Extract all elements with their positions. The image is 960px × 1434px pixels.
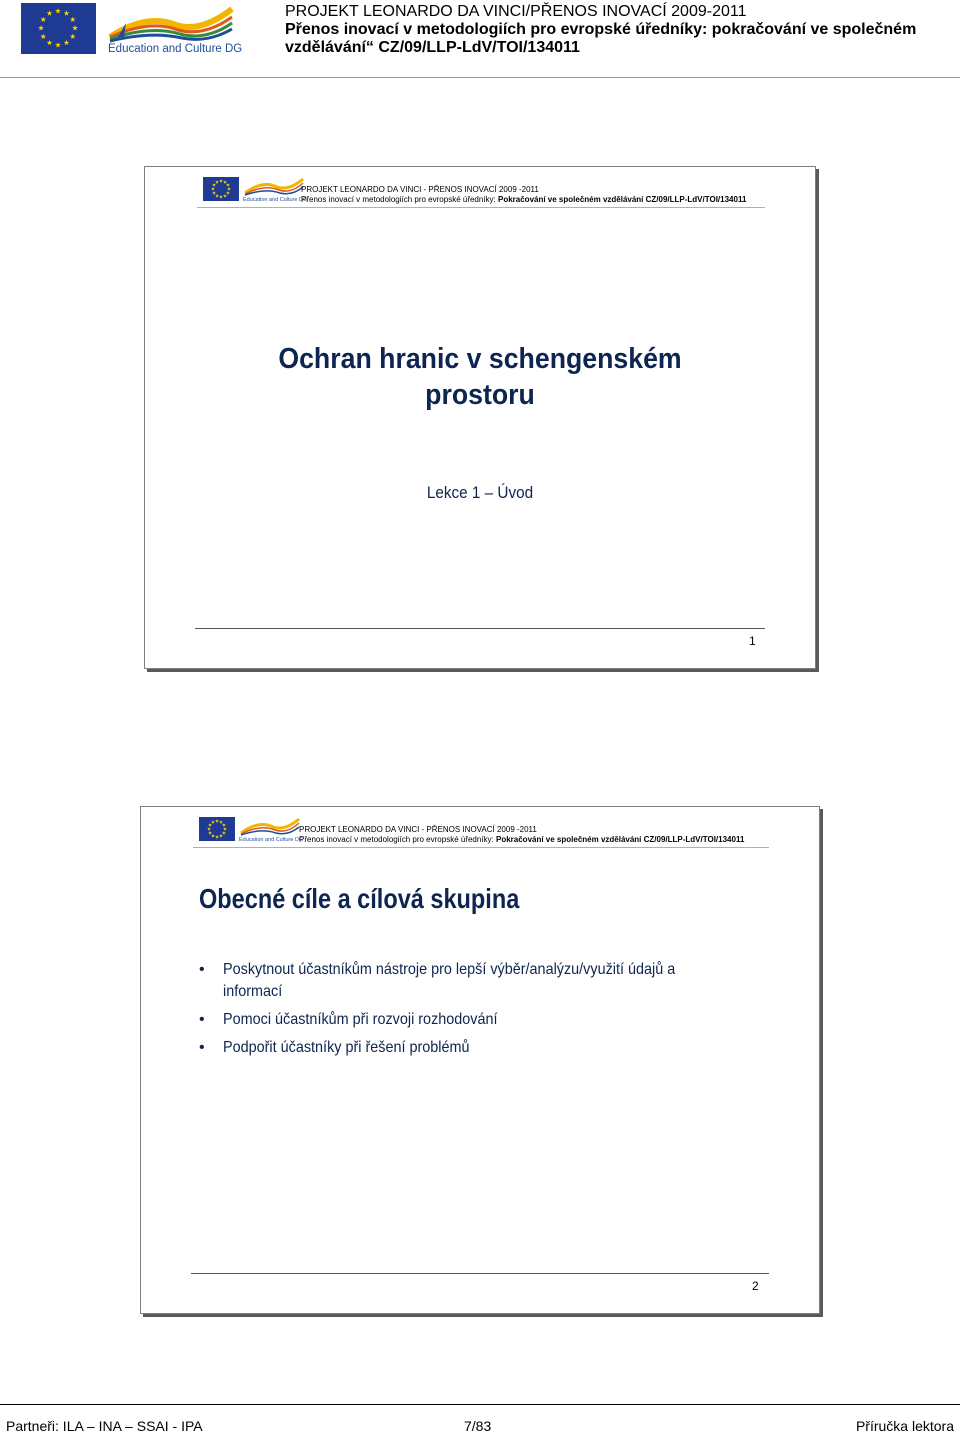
eu-star-icon [64, 40, 70, 46]
eu-star-icon [211, 187, 215, 191]
eu-star-icon [222, 831, 226, 835]
eu-star-icon [212, 191, 216, 195]
eu-star-icon [219, 179, 223, 183]
eu-flag-logo [21, 3, 96, 54]
header-subtitle-line2: vzdělávání“ CZ/09/LLP-LdV/TOI/134011 [285, 39, 580, 56]
slide-education-culture-logo [239, 815, 304, 845]
slide-footer-divider [195, 628, 765, 629]
eu-star-icon [70, 34, 76, 40]
education-culture-swoosh-icon [106, 3, 236, 43]
slide-title-line1: Ochran hranic v schengenském [278, 343, 682, 375]
slide-1 [144, 166, 816, 669]
slide-eu-flag-logo [203, 177, 239, 201]
slide-header-project: PROJEKT LEONARDO DA VINCI - PŘENOS INOVACÍ 2009 -2011 [301, 185, 539, 194]
eu-star-icon [226, 191, 230, 195]
eu-star-icon [227, 187, 231, 191]
eu-star-icon [211, 820, 215, 824]
footer-page-number: 7/83 [464, 1418, 492, 1434]
eu-star-icon [207, 827, 211, 831]
eu-star-icon [40, 17, 46, 23]
slide-education-culture-logo [243, 175, 308, 205]
slide-header-text [299, 825, 744, 845]
eu-star-icon [226, 183, 230, 187]
slide-header-divider [197, 207, 765, 208]
eu-star-icon [64, 10, 70, 16]
slide-header-subtitle: Přenos inovací v metodologiích pro evropské úředníky: Pokračování ve společném vzdělávání CZ/09/LLP-LdV/TOI/134011 [301, 195, 747, 204]
eu-star-icon [208, 823, 212, 827]
eu-star-icon [47, 40, 53, 46]
education-culture-logo [106, 3, 243, 55]
eu-star-icon [208, 831, 212, 835]
eu-star-icon [223, 180, 227, 184]
logo-caption: Education and Culture DG [108, 43, 243, 55]
eu-star-icon [215, 180, 219, 184]
eu-star-icon [219, 195, 223, 199]
eu-star-icon [47, 10, 53, 16]
eu-star-icon [55, 42, 61, 48]
header-project-title: PROJEKT LEONARDO DA VINCI/PŘENOS INOVACÍ 2009-2011 [285, 3, 747, 20]
eu-star-icon [223, 194, 227, 198]
slide-header-text [301, 185, 746, 205]
slide-eu-flag-logo [199, 817, 235, 841]
slide-page-number: 1 [749, 634, 756, 648]
eu-star-icon [215, 819, 219, 823]
footer-divider [0, 1404, 960, 1405]
education-culture-swoosh-icon [243, 175, 305, 197]
eu-star-icon [219, 820, 223, 824]
eu-star-icon [215, 835, 219, 839]
slide-title-line2: prostoru [425, 379, 535, 411]
eu-star-icon [215, 194, 219, 198]
eu-star-icon [70, 17, 76, 23]
logo-caption: Education and Culture DG [243, 197, 308, 203]
slide-subtitle: Lekce 1 – Úvod [426, 483, 534, 502]
slide-page-number: 2 [752, 1279, 759, 1293]
eu-star-icon [211, 834, 215, 838]
slide-header-project: PROJEKT LEONARDO DA VINCI - PŘENOS INOVACÍ 2009 -2011 [299, 825, 537, 834]
logo-caption: Education and Culture DG [239, 837, 304, 843]
list-item: • Podpořit účastníky při řešení problémů [199, 1037, 719, 1059]
footer-document-title: Příručka lektora [855, 1418, 954, 1434]
eu-star-icon [55, 8, 61, 14]
eu-star-icon [219, 834, 223, 838]
education-culture-swoosh-icon [239, 815, 301, 837]
slide-2 [140, 806, 820, 1314]
eu-star-icon [38, 25, 44, 31]
slide-title: Obecné cíle a cílová skupina [199, 883, 520, 914]
slide-footer-divider [191, 1273, 769, 1274]
eu-star-icon [223, 827, 227, 831]
eu-star-icon [212, 183, 216, 187]
slide-title [172, 341, 788, 413]
eu-star-icon [40, 34, 46, 40]
slide-header-divider [193, 847, 769, 848]
list-item: • Pomoci účastníkům při rozvoji rozhodování [199, 1009, 719, 1031]
slide-header-subtitle: Přenos inovací v metodologiích pro evropské úředníky: Pokračování ve společném vzdělávání CZ/09/LLP-LdV/TOI/134011 [299, 835, 745, 844]
eu-star-icon [222, 823, 226, 827]
eu-star-icon [72, 25, 78, 31]
bullet-list [199, 959, 719, 1065]
header-divider [0, 77, 960, 78]
list-item: • Poskytnout účastníkům nástroje pro lepší výběr/analýzu/využití údajů a informací [199, 959, 719, 1003]
header-subtitle-line1: Přenos inovací v metodologiích pro evropské úředníky: pokračování ve společném [285, 21, 917, 38]
footer-partners: Partneři: ILA – INA – SSAI - IPA [6, 1418, 203, 1434]
